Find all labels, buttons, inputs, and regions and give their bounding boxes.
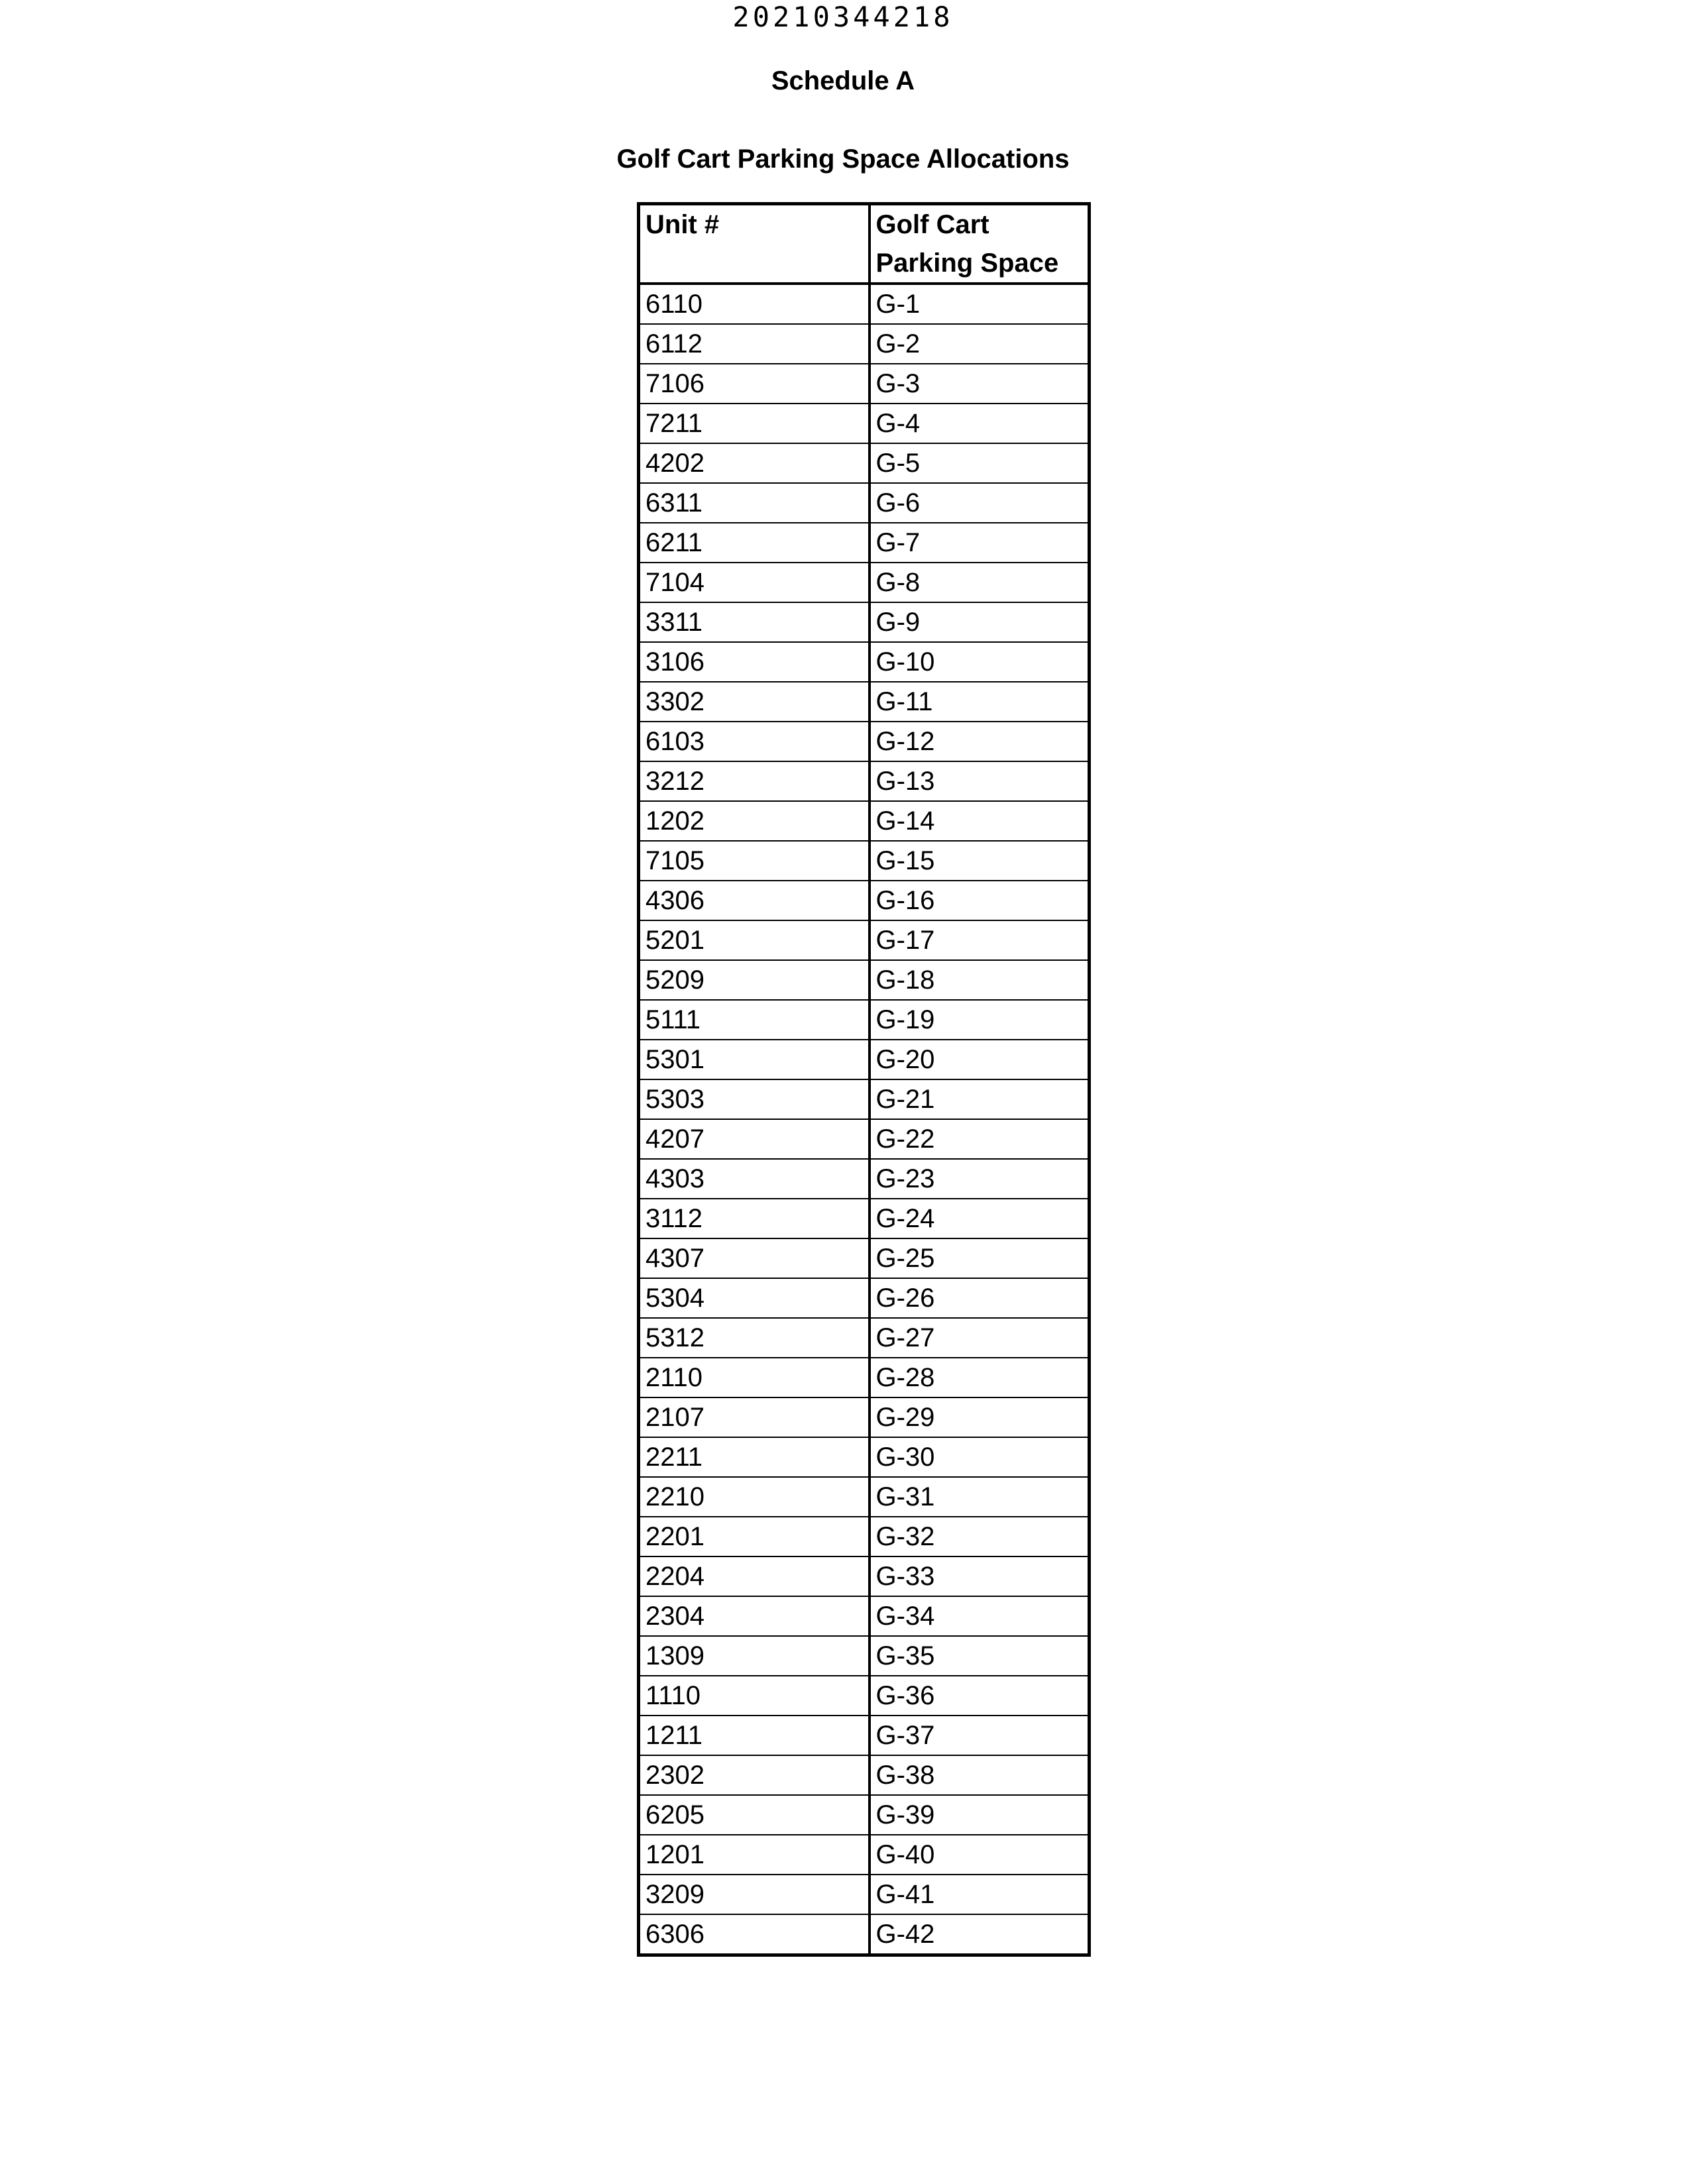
unit-number-cell: 7211 [639,404,870,443]
table-row [639,284,1090,324]
unit-number-cell: 6112 [639,324,870,364]
unit-number-cell: 4303 [639,1159,870,1199]
unit-number-cell: 1211 [639,1716,870,1755]
table-row [639,1318,1090,1358]
parking-space-cell: G-39 [870,1795,1090,1835]
unit-number-cell: 3311 [639,602,870,642]
table-row [639,364,1090,404]
parking-space-cell: G-32 [870,1517,1090,1556]
table-row [639,1477,1090,1517]
unit-number-cell: 7105 [639,841,870,881]
unit-number-cell: 4207 [639,1119,870,1159]
schedule-title: Schedule A [771,66,915,95]
table-row [639,801,1090,841]
parking-space-cell: G-15 [870,841,1090,881]
header-unit-number: Unit # [639,204,870,284]
parking-space-cell: G-11 [870,682,1090,722]
table-row [639,1795,1090,1835]
table-body [639,284,1090,1955]
table-row [639,1358,1090,1397]
table-row [639,563,1090,602]
parking-space-cell: G-20 [870,1040,1090,1079]
unit-number-cell: 2201 [639,1517,870,1556]
parking-space-cell: G-27 [870,1318,1090,1358]
parking-space-cell: G-9 [870,602,1090,642]
table-row [639,881,1090,920]
parking-space-cell: G-25 [870,1238,1090,1278]
allocation-table [637,202,1091,1957]
table-row [639,722,1090,761]
unit-number-cell: 6311 [639,483,870,523]
table-row [639,1556,1090,1596]
unit-number-cell: 7104 [639,563,870,602]
table-row [639,523,1090,563]
table-row [639,1199,1090,1238]
parking-space-cell: G-14 [870,801,1090,841]
parking-space-cell: G-17 [870,920,1090,960]
unit-number-cell: 5111 [639,1000,870,1040]
unit-number-cell: 6110 [639,284,870,324]
unit-number-cell: 5209 [639,960,870,1000]
parking-space-cell: G-29 [870,1397,1090,1437]
parking-space-cell: G-8 [870,563,1090,602]
parking-space-cell: G-4 [870,404,1090,443]
header-parking-space: Golf Cart Parking Space [870,204,1090,284]
unit-number-cell: 6306 [639,1914,870,1955]
parking-space-cell: G-42 [870,1914,1090,1955]
parking-space-cell: G-12 [870,722,1090,761]
parking-space-cell: G-41 [870,1875,1090,1914]
parking-space-cell: G-23 [870,1159,1090,1199]
unit-number-cell: 1110 [639,1676,870,1716]
unit-number-cell: 5304 [639,1278,870,1318]
parking-space-cell: G-21 [870,1079,1090,1119]
parking-space-cell: G-28 [870,1358,1090,1397]
table-row [639,761,1090,801]
unit-number-cell: 5301 [639,1040,870,1079]
unit-number-cell: 2107 [639,1397,870,1437]
table-row [639,1914,1090,1955]
unit-number-cell: 6103 [639,722,870,761]
unit-number-cell: 5312 [639,1318,870,1358]
table-row [639,960,1090,1000]
unit-number-cell: 3302 [639,682,870,722]
parking-space-cell: G-22 [870,1119,1090,1159]
unit-number-cell: 4306 [639,881,870,920]
unit-number-cell: 1309 [639,1636,870,1676]
parking-space-cell: G-10 [870,642,1090,682]
table-row [639,1517,1090,1556]
parking-space-cell: G-35 [870,1636,1090,1676]
unit-number-cell: 1202 [639,801,870,841]
parking-space-cell: G-37 [870,1716,1090,1755]
parking-space-cell: G-1 [870,284,1090,324]
unit-number-cell: 4307 [639,1238,870,1278]
table-row [639,1676,1090,1716]
table-row [639,682,1090,722]
parking-space-cell: G-2 [870,324,1090,364]
unit-number-cell: 4202 [639,443,870,483]
parking-space-cell: G-13 [870,761,1090,801]
parking-space-cell: G-36 [870,1676,1090,1716]
table-row [639,1040,1090,1079]
unit-number-cell: 5303 [639,1079,870,1119]
table-row [639,1000,1090,1040]
table-row [639,920,1090,960]
table-row [639,1755,1090,1795]
table-row [639,1437,1090,1477]
table-row [639,602,1090,642]
unit-number-cell: 3112 [639,1199,870,1238]
unit-number-cell: 6205 [639,1795,870,1835]
parking-space-cell: G-33 [870,1556,1090,1596]
unit-number-cell: 7106 [639,364,870,404]
table-row [639,1119,1090,1159]
table-row [639,642,1090,682]
table-row [639,443,1090,483]
table-row [639,841,1090,881]
unit-number-cell: 6211 [639,523,870,563]
table-row [639,1636,1090,1676]
unit-number-cell: 3212 [639,761,870,801]
unit-number-cell: 2110 [639,1358,870,1397]
unit-number-cell: 2304 [639,1596,870,1636]
table-row [639,1159,1090,1199]
parking-space-cell: G-7 [870,523,1090,563]
table-row [639,1716,1090,1755]
parking-space-cell: G-34 [870,1596,1090,1636]
document-number: 20210344218 [732,1,954,33]
table-row [639,1079,1090,1119]
parking-space-cell: G-31 [870,1477,1090,1517]
parking-space-cell: G-5 [870,443,1090,483]
parking-space-cell: G-40 [870,1835,1090,1875]
parking-space-cell: G-30 [870,1437,1090,1477]
table-row [639,1397,1090,1437]
unit-number-cell: 2211 [639,1437,870,1477]
table-row [639,483,1090,523]
table-row [639,1875,1090,1914]
table-row [639,1596,1090,1636]
unit-number-cell: 5201 [639,920,870,960]
table-row [639,1238,1090,1278]
unit-number-cell: 2204 [639,1556,870,1596]
table-title: Golf Cart Parking Space Allocations [616,144,1070,174]
table-header-row [639,204,1090,284]
parking-space-cell: G-38 [870,1755,1090,1795]
table-row [639,324,1090,364]
parking-space-cell: G-6 [870,483,1090,523]
parking-space-cell: G-18 [870,960,1090,1000]
parking-space-cell: G-24 [870,1199,1090,1238]
unit-number-cell: 1201 [639,1835,870,1875]
parking-space-cell: G-26 [870,1278,1090,1318]
unit-number-cell: 2210 [639,1477,870,1517]
parking-space-cell: G-16 [870,881,1090,920]
table-row [639,1835,1090,1875]
unit-number-cell: 3209 [639,1875,870,1914]
parking-space-cell: G-19 [870,1000,1090,1040]
unit-number-cell: 3106 [639,642,870,682]
table-row [639,1278,1090,1318]
table-row [639,404,1090,443]
unit-number-cell: 2302 [639,1755,870,1795]
parking-space-cell: G-3 [870,364,1090,404]
